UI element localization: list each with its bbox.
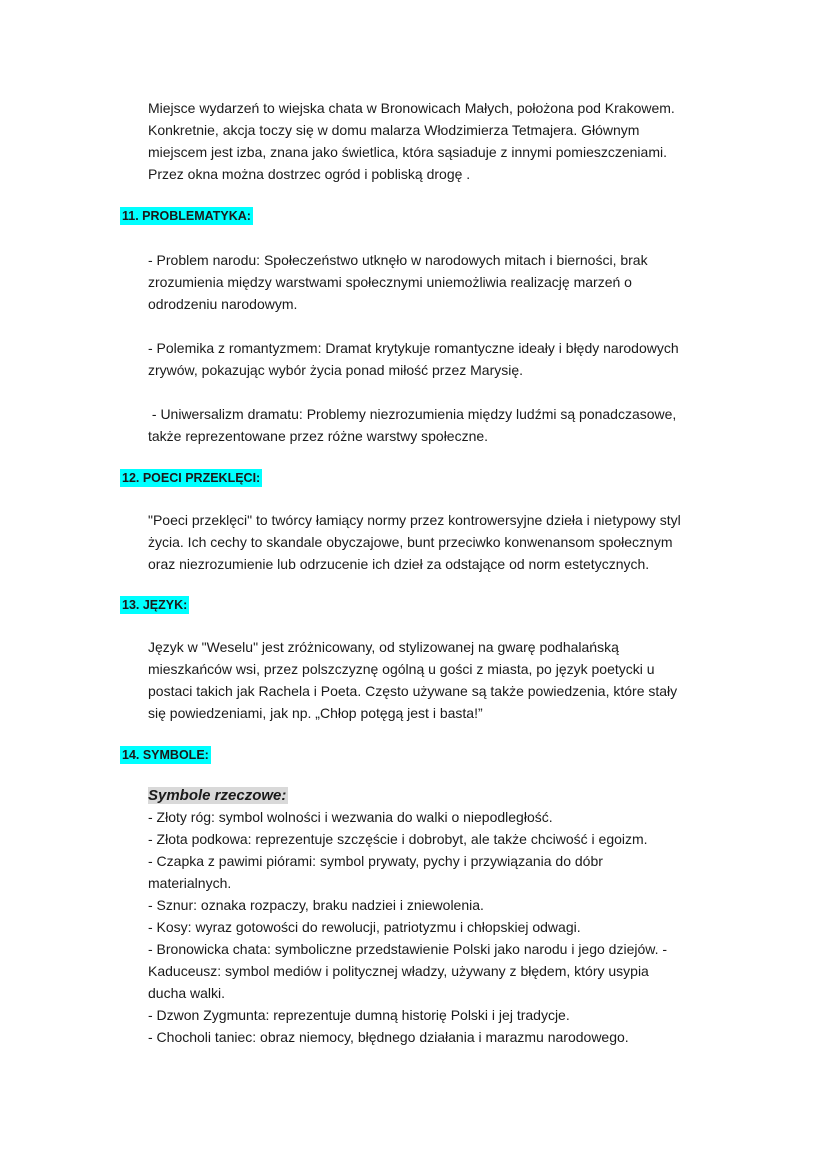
- list-item: - Bronowicka chata: symboliczne przedstawienie Polski jako narodu i jego dziejów. -: [148, 941, 668, 957]
- text-line: oraz niezrozumienie lub odrzucenie ich dzieł za odstające od norm estetycznych.: [148, 556, 650, 572]
- paragraph: [148, 249, 648, 315]
- paragraph: [148, 636, 677, 724]
- text-line: - Uniwersalizm dramatu: Problemy niezrozumienia między ludźmi są ponadczasowe,: [148, 406, 677, 422]
- paragraph: [148, 403, 676, 447]
- text-line: - Polemika z romantyzmem: Dramat krytykuje romantyczne ideały i błędy narodowych: [148, 340, 679, 356]
- list-item: - Złoty róg: symbol wolności i wezwania do walki o niepodległość.: [148, 809, 553, 825]
- list-item: ducha walki.: [148, 985, 226, 1001]
- text-line: odrodzeniu narodowym.: [148, 296, 298, 312]
- text-line: Przez okna można dostrzec ogród i pobliską drogę .: [148, 166, 471, 182]
- list-item: - Dzwon Zygmunta: reprezentuje dumną historię Polski i jej tradycje.: [148, 1007, 570, 1023]
- section-heading-poeci-przekleci: 12. POECI PRZEKLĘCI:: [122, 471, 261, 485]
- list-item: Kaduceusz: symbol mediów i politycznej władzy, używany z błędem, który usypia: [148, 963, 649, 979]
- list-item: - Czapka z pawimi piórami: symbol prywaty, pychy i przywiązania do dóbr: [148, 853, 603, 869]
- section-heading-symbole: 14. SYMBOLE:: [122, 748, 209, 762]
- text-line: Konkretnie, akcja toczy się w domu malarza Włodzimierza Tetmajera. Głównym: [148, 122, 640, 138]
- section-heading-problematyka: 11. PROBLEMATYKA:: [122, 209, 251, 223]
- text-line: się powiedzeniami, jak np. „Chłop potęgą jest i basta!”: [148, 705, 483, 721]
- paragraph: [148, 337, 679, 381]
- text-line: "Poeci przeklęci" to twórcy łamiący normy przez kontrowersyjne dzieła i nietypowy styl: [148, 512, 681, 528]
- symbols-list: [148, 784, 667, 1048]
- list-item: - Chocholi taniec: obraz niemocy, błędnego działania i marazmu narodowego.: [148, 1029, 629, 1045]
- text-line: Język w "Weselu" jest zróżnicowany, od stylizowanej na gwarę podhalańską: [148, 639, 619, 655]
- text-line: Miejsce wydarzeń to wiejska chata w Bronowicach Małych, położona pod Krakowem.: [148, 100, 675, 116]
- list-item: - Kosy: wyraz gotowości do rewolucji, patriotyzmu i chłopskiej odwagi.: [148, 919, 581, 935]
- paragraph: [148, 509, 681, 575]
- list-item: - Sznur: oznaka rozpaczy, braku nadziei i zniewolenia.: [148, 897, 484, 913]
- text-line: mieszkańców wsi, przez polszczyznę ogólną u gości z miasta, po język poetycki u: [148, 661, 655, 677]
- intro-paragraph: [148, 97, 675, 185]
- text-line: także reprezentowane przez różne warstwy społeczne.: [148, 428, 489, 444]
- text-line: miejscem jest izba, znana jako świetlica, która sąsiaduje z innymi pomieszczeniami.: [148, 144, 667, 160]
- text-line: postaci takich jak Rachela i Poeta. Często używane są także powiedzenia, które stały: [148, 683, 678, 699]
- text-line: zrywów, pokazując wybór życia ponad miłość przez Marysię.: [148, 362, 524, 378]
- text-line: - Problem narodu: Społeczeństwo utknęło w narodowych mitach i bierności, brak: [148, 252, 648, 268]
- section-heading-jezyk: 13. JĘZYK:: [122, 598, 188, 612]
- list-item: materialnych.: [148, 875, 232, 891]
- subheading-symbole-rzeczowe: Symbole rzeczowe:: [148, 787, 287, 804]
- list-item: - Złota podkowa: reprezentuje szczęście i dobrobyt, ale także chciwość i egoizm.: [148, 831, 648, 847]
- text-line: zrozumienia między warstwami społecznymi uniemożliwia realizację marzeń o: [148, 274, 632, 290]
- text-line: życia. Ich cechy to skandale obyczajowe, bunt przeciwko konwenansom społecznym: [148, 534, 673, 550]
